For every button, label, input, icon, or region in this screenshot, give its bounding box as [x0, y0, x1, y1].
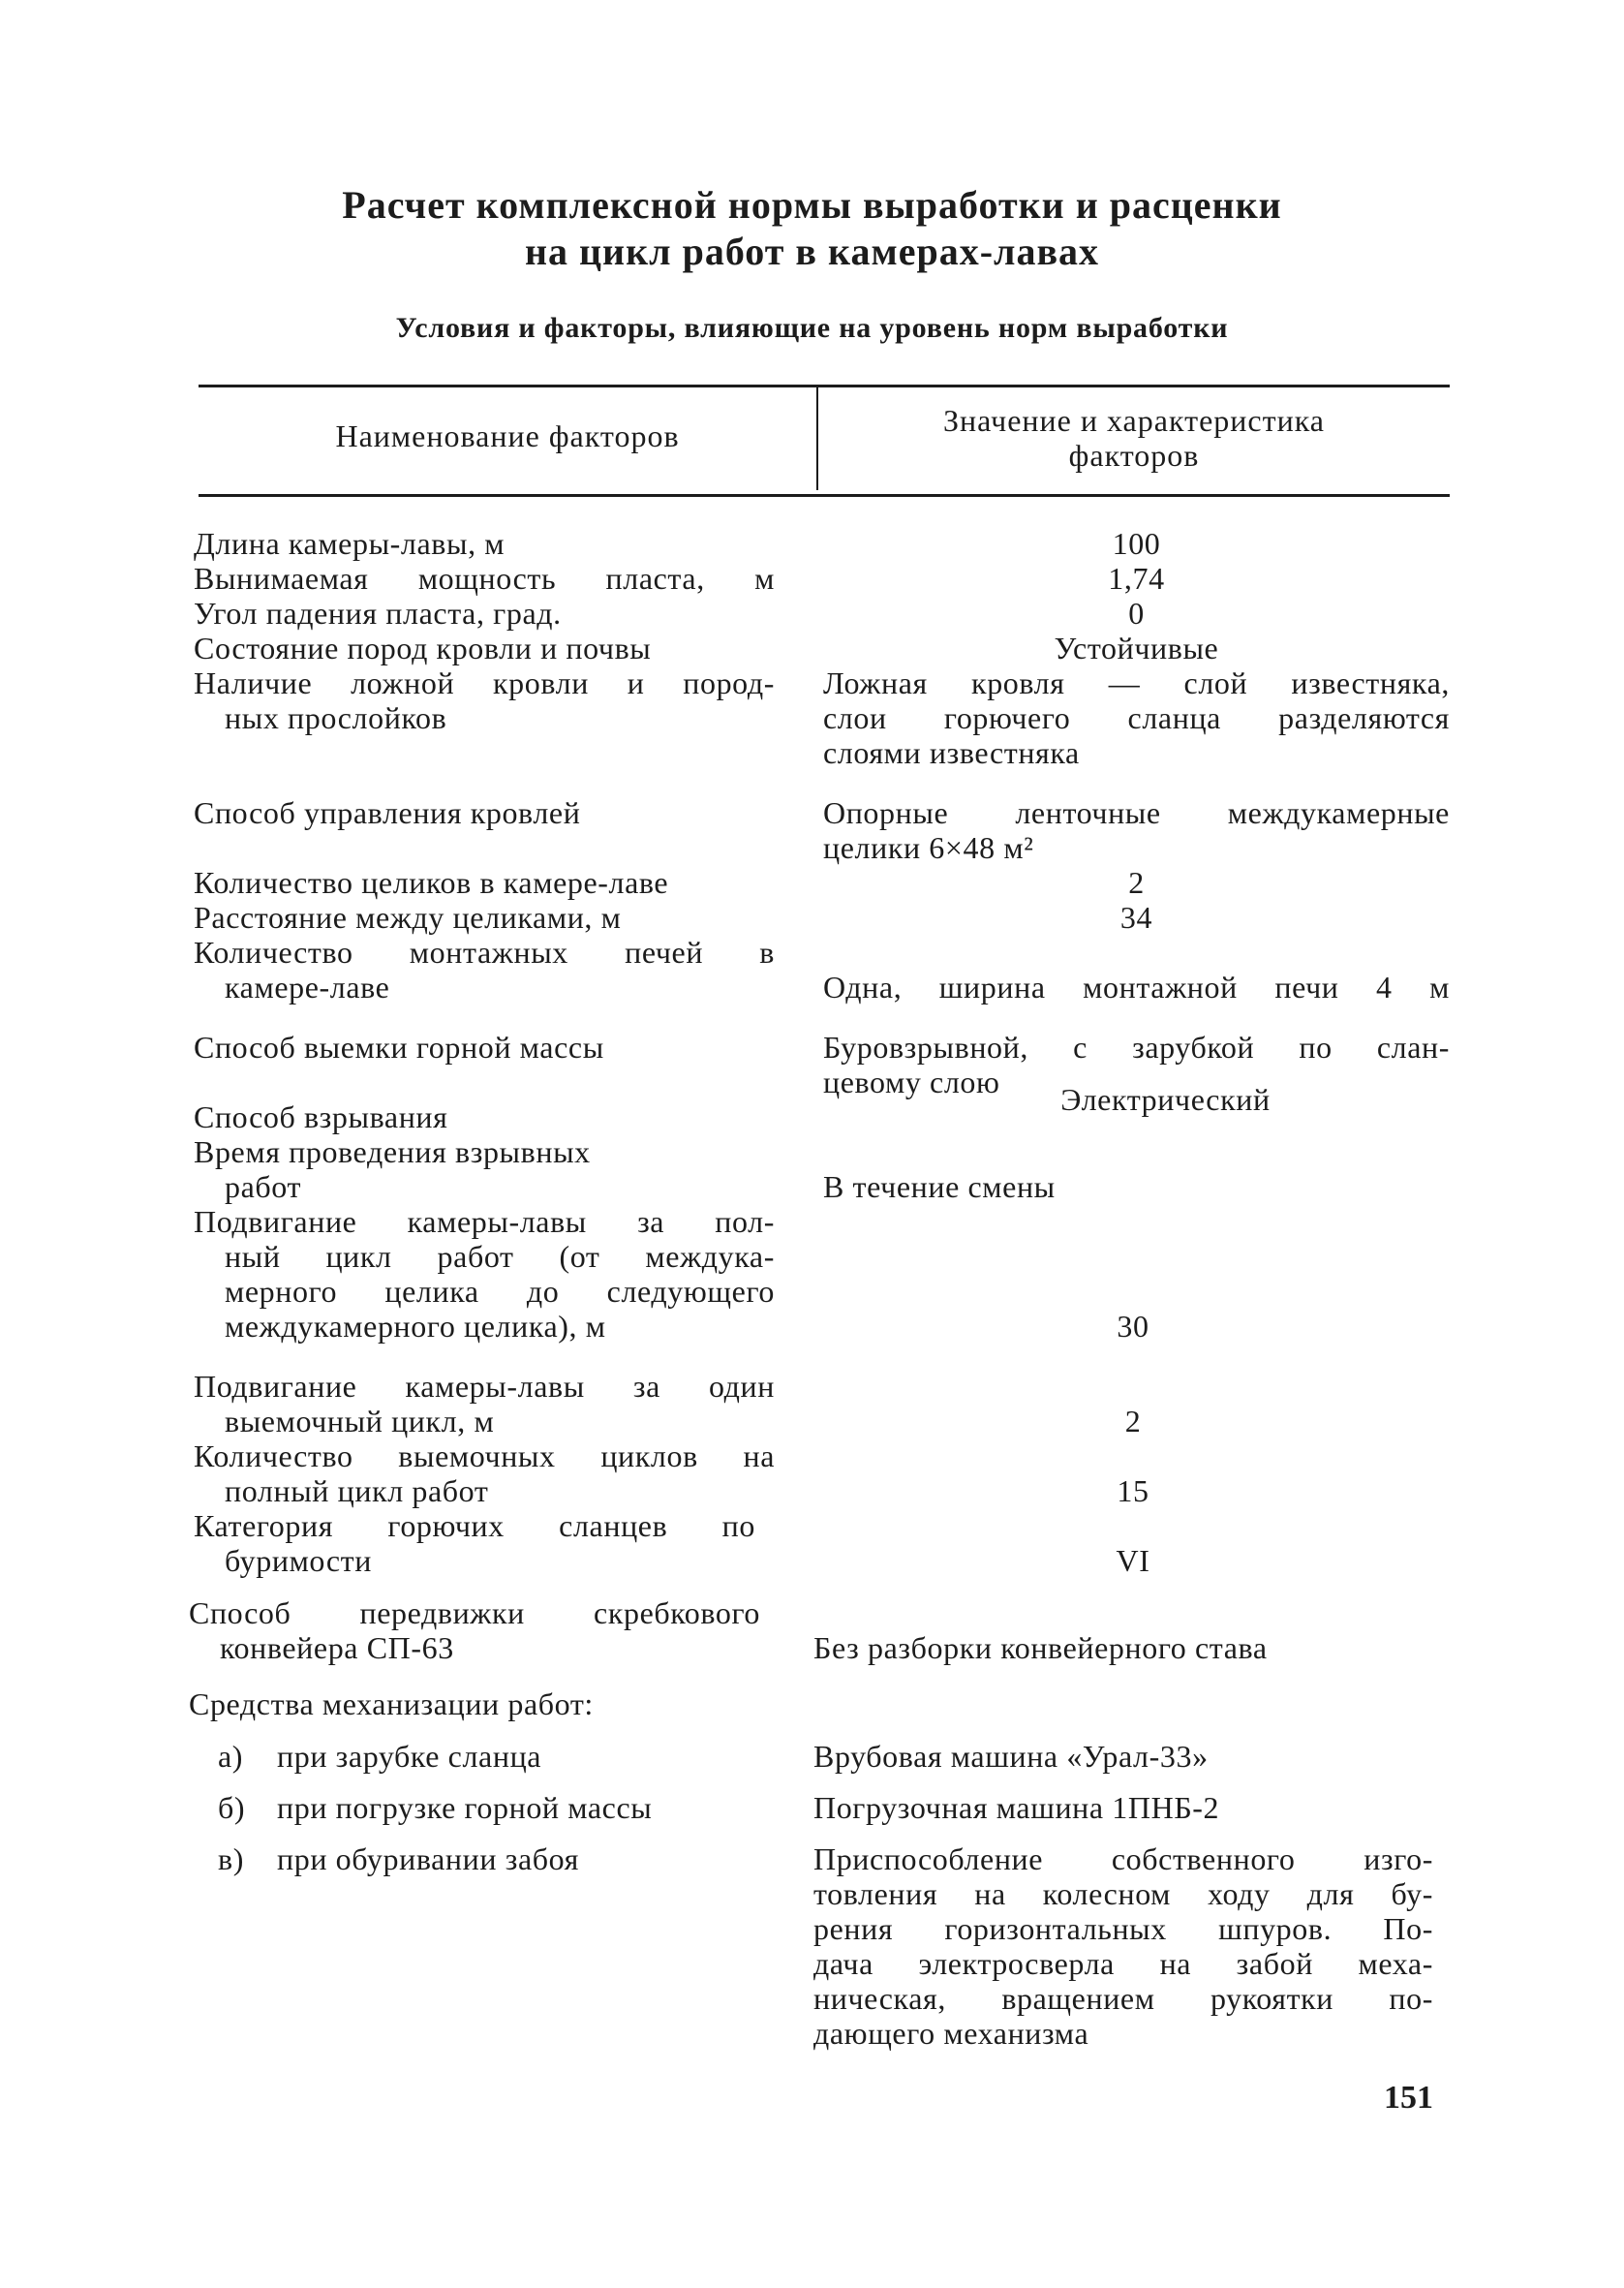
- value-cell: 34: [1119, 900, 1153, 935]
- list-marker: б): [218, 1790, 246, 1825]
- factor-cell: Состояние пород кровли и почвы: [194, 631, 652, 665]
- factor-cell: при обуривании забоя: [277, 1841, 579, 1876]
- factor-cell: Длина камеры-лавы, м: [194, 526, 506, 561]
- value-cell-line-3: рения горизонтальных шпуров. По-: [813, 1911, 1433, 1946]
- factor-cell-line-1: Подвигание камеры-лавы за один: [194, 1369, 775, 1404]
- value-cell-line-6: дающего механизма: [813, 2016, 1089, 2051]
- factor-cell-line-1: Подвигание камеры-лавы за пол-: [194, 1204, 775, 1239]
- column-header-values: [818, 403, 1450, 473]
- value-cell-line-2: целики 6×48 м²: [823, 830, 1034, 865]
- factor-cell-line-1: Способ передвижки скребкового: [189, 1595, 760, 1630]
- value-cell-line-1: Ложная кровля — слой известняка,: [823, 665, 1450, 700]
- factor-cell-line-2: буримости: [225, 1543, 372, 1578]
- header-bottom-rule: [199, 494, 1450, 497]
- factor-cell-line-1: Количество выемочных циклов на: [194, 1438, 775, 1473]
- factor-cell-line-1: Наличие ложной кровли и пород-: [194, 665, 775, 700]
- value-cell: 30: [1117, 1309, 1149, 1344]
- column-header-factors: Наименование факторов: [335, 418, 680, 453]
- factor-cell-line-2: полный цикл работ: [225, 1473, 489, 1508]
- value-cell-line-2: слои горючего сланца разделяются: [823, 700, 1450, 735]
- factor-cell: Средства механизации работ:: [189, 1686, 594, 1721]
- table-caption: Условия и факторы, влияющие на уровень норм выработки: [395, 312, 1229, 344]
- page-title-line-2: на цикл работ в камерах-лавах: [524, 230, 1100, 273]
- factor-cell-line-2: ных прослойков: [225, 700, 447, 735]
- factor-cell-line-1: Время проведения взрывных: [194, 1134, 591, 1169]
- factor-cell-line-1: Категория горючих сланцев по: [194, 1508, 755, 1543]
- list-marker: а): [218, 1739, 244, 1774]
- column-header-values-line-2: факторов: [1068, 438, 1200, 473]
- factor-cell: Угол падения пласта, град.: [194, 596, 562, 631]
- value-cell-line-1: Буровзрывной, с зарубкой по слан-: [823, 1030, 1450, 1065]
- value-cell-line-1: Приспособление собственного изго-: [813, 1841, 1433, 1876]
- factor-cell-line-3: мерного целика до следующего: [225, 1274, 775, 1309]
- value-cell-line-1: Опорные ленточные междукамерные: [823, 795, 1450, 830]
- value-cell-line-3: слоями известняка: [823, 735, 1080, 770]
- factor-cell: Способ взрывания: [194, 1099, 448, 1134]
- value-cell-line-2: товления на колесном ходу для бу-: [813, 1876, 1433, 1911]
- list-marker: в): [218, 1841, 244, 1876]
- value-cell: 2: [1128, 865, 1145, 900]
- value-cell: Врубовая машина «Урал-33»: [813, 1739, 1209, 1774]
- table-top-rule: [199, 385, 1450, 387]
- factor-cell-line-2: работ: [225, 1169, 302, 1204]
- factor-cell: Количество целиков в камере-лаве: [194, 865, 669, 900]
- value-cell: Погрузочная машина 1ПНБ-2: [813, 1790, 1220, 1825]
- page-number: 151: [1384, 2080, 1433, 2116]
- value-cell: 100: [1112, 526, 1161, 561]
- factor-cell: Расстояние между целиками, м: [194, 900, 622, 935]
- factor-cell-line-2: ный цикл работ (от междука-: [225, 1239, 775, 1274]
- value-cell: Электрический: [1060, 1082, 1271, 1117]
- page-title-line-1: Расчет комплексной нормы выработки и расценки: [342, 183, 1282, 227]
- value-cell: 15: [1117, 1473, 1149, 1508]
- factor-cell-line-2: камере-лаве: [225, 970, 390, 1005]
- factor-cell: Способ управления кровлей: [194, 795, 581, 830]
- factor-cell-line-2: конвейера СП-63: [220, 1630, 454, 1665]
- factor-cell-line-2: выемочный цикл, м: [225, 1404, 495, 1438]
- value-cell: Устойчивые: [1054, 631, 1219, 665]
- value-cell-line-5: ническая, вращением рукоятки по-: [813, 1981, 1433, 2016]
- value-cell: В течение смены: [823, 1169, 1056, 1204]
- factor-cell-line-1: Количество монтажных печей в: [194, 935, 775, 970]
- factor-cell: Способ выемки горной массы: [194, 1030, 604, 1065]
- value-cell-line-2: цевому слою: [823, 1065, 1000, 1099]
- value-cell: 0: [1128, 596, 1145, 631]
- value-cell-line-4: дача электросверла на забой меха-: [813, 1946, 1433, 1981]
- value-cell: Без разборки конвейерного става: [813, 1630, 1268, 1665]
- value-cell: 2: [1124, 1404, 1142, 1438]
- factor-cell: при погрузке горной массы: [277, 1790, 653, 1825]
- value-cell: 1,74: [1108, 561, 1165, 596]
- value-cell: Одна, ширина монтажной печи 4 м: [823, 970, 1450, 1005]
- factor-cell: при зарубке сланца: [277, 1739, 542, 1774]
- factor-cell: Вынимаемая мощность пласта, м: [194, 561, 775, 596]
- factor-cell-line-4: междукамерного целика), м: [225, 1309, 606, 1344]
- value-cell: VI: [1116, 1543, 1150, 1578]
- column-header-values-line-1: Значение и характеристика: [943, 403, 1325, 438]
